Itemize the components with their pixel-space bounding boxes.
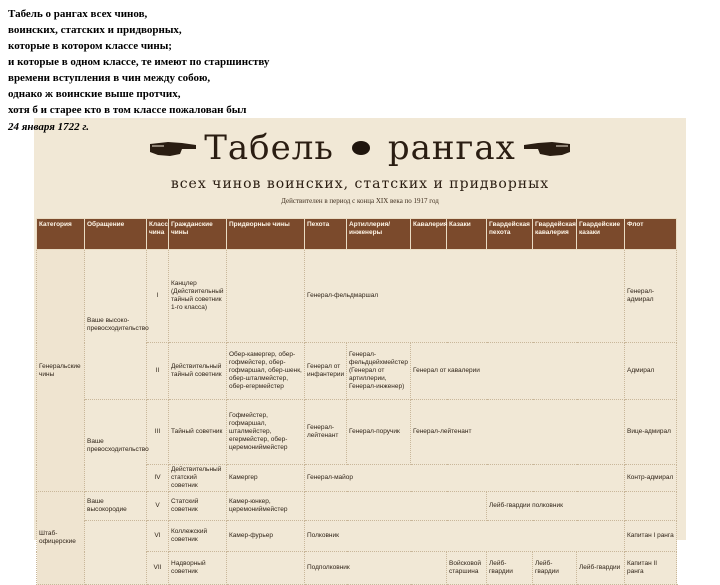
header-cell: Гвардейские казаки <box>577 219 625 250</box>
header-cell: Придворные чины <box>227 219 305 250</box>
class-cell: V <box>147 492 169 521</box>
guard-infantry-cell: Лейб-гвардии <box>487 552 533 585</box>
poster-title <box>34 128 686 168</box>
civil-cell: Тайный советник <box>169 400 227 465</box>
intro-line: времени вступления в чин между собою, <box>8 72 211 84</box>
guard-cavalry-cell: Лейб-гвардии <box>533 552 577 585</box>
intro-line: которые в котором классе чины; <box>8 40 172 52</box>
address-cell: Ваше превосходительство <box>85 400 147 492</box>
army-cell: Полковник <box>305 521 625 552</box>
category-cell: Генеральские чины <box>37 250 85 492</box>
cavalry-cell: Генерал-лейтенант <box>411 400 625 465</box>
title-dot-ornament <box>352 141 370 155</box>
address-cell: Ваше высоко-превосходительство <box>85 250 147 400</box>
infantry-cell: Генерал-лейтенант <box>305 400 347 465</box>
intro-line: воинских, статских и придворных, <box>8 24 182 36</box>
class-cell: VI <box>147 521 169 552</box>
table-of-ranks-image <box>34 118 686 575</box>
fleet-cell: Вице-адмирал <box>625 400 677 465</box>
header-cell: Казаки <box>447 219 487 250</box>
guard-cell: Лейб-гвардии полковник <box>487 492 625 521</box>
civil-cell: Действительный статский советник <box>169 465 227 492</box>
court-cell <box>227 552 305 585</box>
army-cell: Генерал-фельдмаршал <box>305 250 625 343</box>
civil-cell: Действительный тайный советник <box>169 343 227 400</box>
table-row <box>37 400 677 465</box>
intro-line: Табель о рангах всех чинов, <box>8 8 148 20</box>
civil-cell: Канцлер (Действительный тайный советник 1-го класса) <box>169 250 227 343</box>
class-cell: I <box>147 250 169 343</box>
court-cell: Гофмейстер, гофмаршал, шталмейстер, егермейстер, обер-церемониймейстер <box>227 400 305 465</box>
table-row <box>37 250 677 343</box>
address-cell: Ваше высокородие <box>85 492 147 521</box>
pointing-hand-right-icon <box>148 134 200 162</box>
table-row <box>37 521 677 552</box>
class-cell: III <box>147 400 169 465</box>
infantry-cell: Генерал от инфантерии <box>305 343 347 400</box>
ranks-table <box>36 218 677 585</box>
header-cell: Обращение <box>85 219 147 250</box>
fleet-cell: Адмирал <box>625 343 677 400</box>
header-cell: Артиллерия/ инженеры <box>347 219 411 250</box>
artillery-cell: Генерал-фельдцейхмейстер (Генерал от артиллерии, Генерал-инженер) <box>347 343 411 400</box>
header-cell: Категория <box>37 219 85 250</box>
header-cell: Класс чина <box>147 219 169 250</box>
poster-period: Действителен в период с конца XIX века по 1917 год <box>281 197 439 205</box>
fleet-cell <box>625 492 677 521</box>
court-cell: Камер-фурьер <box>227 521 305 552</box>
civil-cell: Статский советник <box>169 492 227 521</box>
header-cell: Гвардейская пехота <box>487 219 533 250</box>
header-cell: Пехота <box>305 219 347 250</box>
court-cell: Обер-камергер, обер-гофмейстер, обер-гофмаршал, обер-шенк, обер-шталмейстер, обер-егермейстер <box>227 343 305 400</box>
fleet-cell: Контр-адмирал <box>625 465 677 492</box>
class-cell: VII <box>147 552 169 585</box>
court-cell: Камер-юнкер, церемониймейстер <box>227 492 305 521</box>
fleet-cell: Капитан II ранга <box>625 552 677 585</box>
army-cell: Генерал-майор <box>305 465 625 492</box>
table-header-row <box>37 219 677 250</box>
pointing-hand-left-icon <box>520 134 572 162</box>
title-word-tabel: Табель <box>204 128 334 168</box>
table-row <box>37 492 677 521</box>
header-cell: Кавалерия <box>411 219 447 250</box>
poster-subtitle: всех чинов воинских, статских и придворных <box>170 176 550 192</box>
infantry-cell: Подполковник <box>305 552 447 585</box>
fleet-cell: Капитан I ранга <box>625 521 677 552</box>
guard-cossacks-cell: Лейб-гвардии <box>577 552 625 585</box>
cavalry-cell: Генерал от кавалерии <box>411 343 625 400</box>
class-cell: IV <box>147 465 169 492</box>
address-cell <box>85 521 147 585</box>
cossacks-cell: Войсковой старшина <box>447 552 487 585</box>
header-cell: Гражданские чины <box>169 219 227 250</box>
intro-text <box>8 6 568 118</box>
civil-cell: Надворный советник <box>169 552 227 585</box>
artillery-cell: Генерал-поручик <box>347 400 411 465</box>
intro-line: однако ж воинские выше протчих, <box>8 88 181 100</box>
poster-header <box>34 118 686 216</box>
court-cell: Камергер <box>227 465 305 492</box>
intro-line: хотя б и старее кто в том классе пожалован был <box>8 104 247 116</box>
header-cell: Гвардейская кавалерия <box>533 219 577 250</box>
empty-cell <box>305 492 487 521</box>
court-cell <box>227 250 305 343</box>
class-cell: II <box>147 343 169 400</box>
fleet-cell: Генерал-адмирал <box>625 250 677 343</box>
header-cell: Флот <box>625 219 677 250</box>
civil-cell: Коллежский советник <box>169 521 227 552</box>
category-cell: Штаб-офицерские <box>37 492 85 585</box>
decree-date: 24 января 1722 г. <box>8 121 90 133</box>
intro-line: и которые в одном классе, те имеют по старшинству <box>8 56 270 68</box>
title-word-rangah: рангах <box>387 128 516 168</box>
